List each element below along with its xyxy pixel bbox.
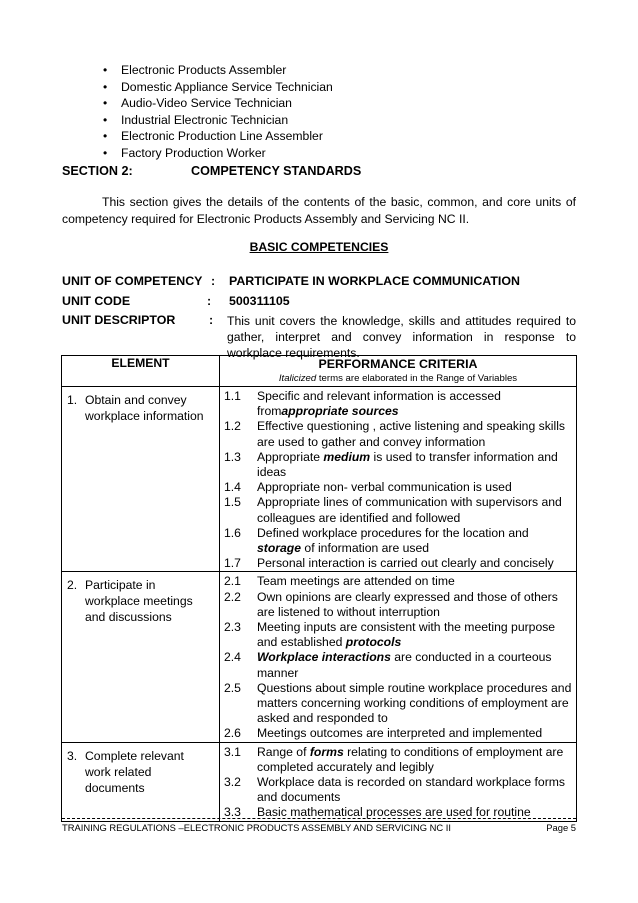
performance-criterion xyxy=(224,745,572,775)
element-cell xyxy=(62,572,220,742)
section-title: COMPETENCY STANDARDS xyxy=(191,164,362,178)
unit-descriptor-value: This unit covers the knowledge, skills and attitudes required to gather, interpret and convey information in response to workplace requirements. xyxy=(227,314,576,360)
colon: : xyxy=(209,313,214,327)
colon: : xyxy=(207,294,212,308)
bullet-icon: • xyxy=(103,112,108,127)
performance-criterion xyxy=(224,389,572,419)
performance-criterion xyxy=(224,556,572,571)
table-header-row xyxy=(62,356,577,387)
bullet-icon: • xyxy=(103,96,108,111)
unit-competency-label: UNIT OF COMPETENCY xyxy=(62,274,203,288)
intro-paragraph: This section gives the details of the contents of the basic, common, and core units of competency required for Electronic Products Assembly and Servicing NC II. xyxy=(62,195,576,226)
colon: : xyxy=(211,274,216,288)
occupation-list xyxy=(103,62,333,162)
page-footer xyxy=(62,822,576,833)
page-number: Page 5 xyxy=(546,822,576,833)
criterion-text: Questions about simple routine workplace procedures and matters concerning working conditions of employment are asked and responded to xyxy=(257,680,572,726)
performance-criterion xyxy=(224,650,572,680)
criterion-text: Personal interaction is carried out clearly and concisely xyxy=(257,556,554,571)
unit-competency-value: PARTICIPATE IN WORKPLACE COMMUNICATION xyxy=(229,274,520,288)
list-item: • Electronic Production Line Assembler xyxy=(103,129,323,144)
criterion-number: 2.5 xyxy=(224,680,241,695)
table-row xyxy=(62,742,577,821)
element-text: Complete relevant work related documents xyxy=(85,748,184,795)
element-text: Participate in workplace meetings and discussions xyxy=(85,578,193,625)
range-term: forms xyxy=(309,744,344,759)
criterion-number: 1.3 xyxy=(224,449,241,464)
criteria-cell xyxy=(220,742,577,821)
element-header: ELEMENT xyxy=(62,356,220,387)
criteria-header xyxy=(220,356,577,387)
criterion-number: 1.7 xyxy=(224,556,241,571)
criterion-text: Workplace data is recorded on standard workplace forms and documents xyxy=(257,775,565,805)
table-row xyxy=(62,572,577,742)
element-number: 1. xyxy=(67,393,78,407)
criterion-text: Range of forms relating to conditions of employment are completed accurately and legibly xyxy=(257,744,564,774)
element-number: 3. xyxy=(67,748,78,763)
performance-criterion xyxy=(224,495,572,525)
range-term: medium xyxy=(323,449,371,464)
criterion-number: 2.6 xyxy=(224,726,241,741)
criterion-text: Own opinions are clearly expressed and those of others are listened to without interruption xyxy=(257,589,558,619)
list-item: • Factory Production Worker xyxy=(103,145,266,160)
criterion-text: Appropriate medium is used to transfer information and ideas xyxy=(257,449,558,480)
element-text: Obtain and convey workplace information xyxy=(85,393,204,423)
element-cell xyxy=(62,387,220,572)
performance-criterion xyxy=(224,775,572,805)
criterion-text: Appropriate lines of communication with supervisors and colleagues are identified and followed xyxy=(257,495,562,525)
criterion-number: 1.5 xyxy=(224,495,241,510)
basic-competencies-heading: BASIC COMPETENCIES xyxy=(249,240,389,254)
competency-table xyxy=(61,355,577,822)
performance-criterion xyxy=(224,681,572,727)
performance-criterion xyxy=(224,620,572,650)
criterion-number: 2.3 xyxy=(224,620,241,635)
criterion-text: Specific and relevant information is accessed fromappropriate sources xyxy=(257,389,501,419)
criterion-text: Effective questioning , active listening and speaking skills are used to gather and convey information xyxy=(257,419,566,449)
criterion-text: Defined workplace procedures for the location and storage of information are used xyxy=(257,525,529,556)
performance-criterion xyxy=(224,450,572,480)
criteria-header-title: PERFORMANCE CRITERIA xyxy=(318,357,478,371)
performance-criterion xyxy=(224,590,572,620)
range-term: storage xyxy=(257,541,302,556)
performance-criterion xyxy=(224,574,572,589)
criterion-number: 1.6 xyxy=(224,525,241,540)
criteria-cell xyxy=(220,572,577,742)
criteria-cell xyxy=(220,387,577,572)
criterion-number: 2.4 xyxy=(224,650,241,665)
element-number: 2. xyxy=(67,578,78,593)
unit-descriptor-label: UNIT DESCRIPTOR xyxy=(62,313,176,327)
unit-code-value: 500311105 xyxy=(229,294,290,308)
criterion-text: Workplace interactions are conducted in a courteous manner xyxy=(257,650,552,680)
criterion-text: Appropriate non- verbal communication is used xyxy=(257,480,512,495)
criterion-text: Meetings outcomes are interpreted and implemented xyxy=(257,726,543,741)
footer-rule xyxy=(62,818,576,819)
performance-criterion xyxy=(224,726,572,741)
criterion-text: Team meetings are attended on time xyxy=(257,574,455,589)
element-cell xyxy=(62,742,220,821)
criterion-text: Basic mathematical processes are used for routine xyxy=(257,805,531,820)
bullet-icon: • xyxy=(103,145,108,160)
performance-criterion xyxy=(224,526,572,556)
criterion-text: Meeting inputs are consistent with the meeting purpose and established protocols xyxy=(257,620,556,650)
criterion-number: 1.1 xyxy=(224,389,241,403)
range-term: appropriate sources xyxy=(281,404,399,419)
section-number: SECTION 2: xyxy=(62,164,133,178)
criterion-number: 3.3 xyxy=(224,805,241,820)
section-heading xyxy=(62,164,362,178)
bullet-icon: • xyxy=(103,63,108,77)
table-row xyxy=(62,387,577,572)
range-term: protocols xyxy=(345,635,402,650)
criterion-number: 3.2 xyxy=(224,775,241,790)
criterion-number: 1.2 xyxy=(224,419,241,434)
criterion-number: 2.1 xyxy=(224,574,241,589)
bullet-icon: • xyxy=(103,129,108,144)
criterion-number: 2.2 xyxy=(224,589,241,604)
bullet-icon: • xyxy=(103,79,108,94)
criterion-number: 1.4 xyxy=(224,480,241,495)
footer-title: TRAINING REGULATIONS –ELECTRONIC PRODUCTS ASSEMBLY AND SERVICING NC II xyxy=(62,822,451,833)
list-item: • Industrial Electronic Technician xyxy=(103,112,289,127)
criteria-header-note: Italicized terms are elaborated in the Range of Variables xyxy=(278,373,518,384)
unit-code-label: UNIT CODE xyxy=(62,294,131,308)
range-term: Workplace interactions xyxy=(257,650,391,665)
list-item: • Electronic Products Assembler xyxy=(103,63,287,77)
performance-criterion xyxy=(224,419,572,449)
list-item: • Domestic Appliance Service Technician xyxy=(103,79,333,94)
performance-criterion xyxy=(224,480,572,495)
list-item: • Audio-Video Service Technician xyxy=(103,96,292,111)
criterion-number: 3.1 xyxy=(224,744,241,759)
